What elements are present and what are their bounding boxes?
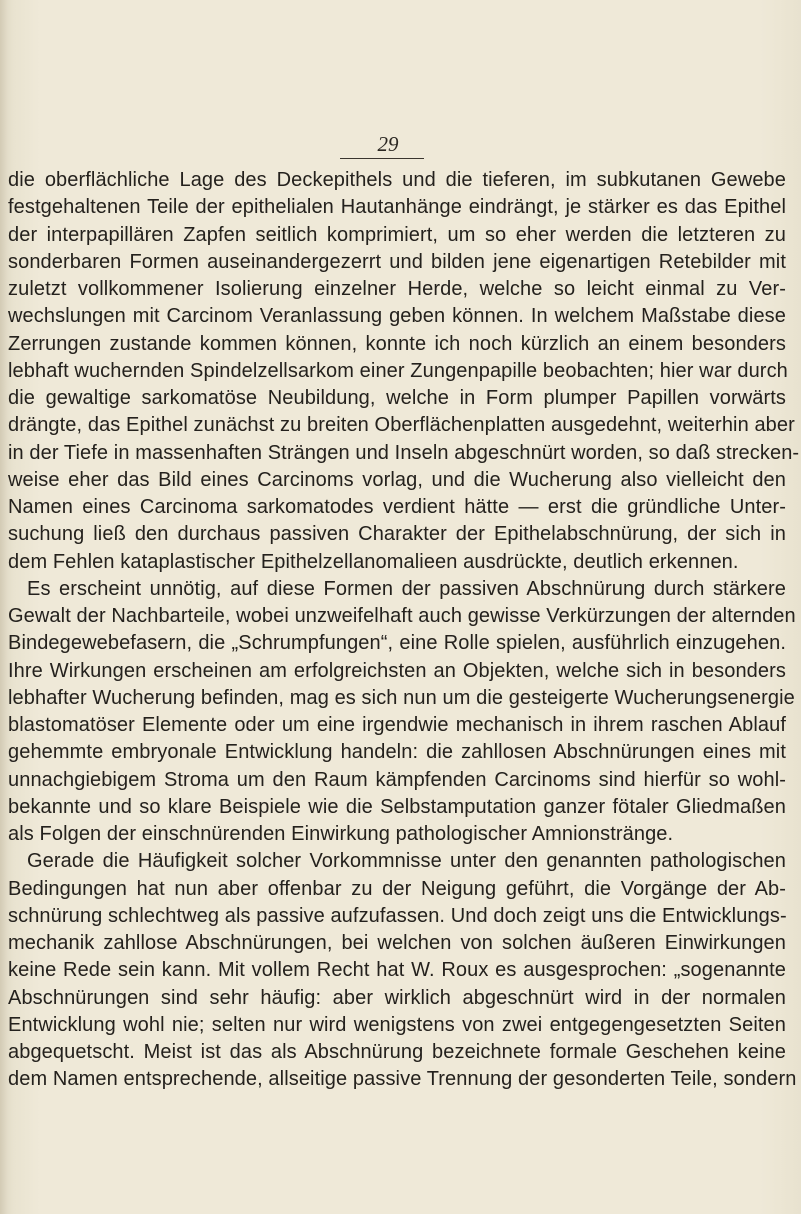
- text-line: dem Namen entsprechende, allseitige passive Trennung der gesonderten Teile, sondern: [8, 1068, 797, 1091]
- text-line: Ihre Wirkungen erscheinen am erfolgreichsten an Objekten, welche sich in besonders: [8, 659, 786, 682]
- text-line: Namen eines Carcinoma sarkomatodes verdient hätte — erst die gründliche Unter-: [8, 496, 786, 518]
- text-line: Abschnürungen sind sehr häufig: aber wirklich abgeschnürt wird in der normalen: [8, 986, 786, 1009]
- text-line: Es erscheint unnötig, auf diese Formen der passiven Abschnürung durch stärkere: [27, 577, 786, 600]
- text-line: festgehaltenen Teile der epithelialen Hautanhänge eindrängt, je stärker es das Epithel: [8, 196, 786, 219]
- text-line: Entwicklung wohl nie; selten nur wird wenigstens von zwei entgegengesetzten Seiten: [8, 1013, 786, 1036]
- text-line: bekannte und so klare Beispiele wie die Selbstamputation ganzer fötaler Gliedmaßen: [8, 795, 786, 818]
- text-line: blastomatöser Elemente oder um eine irgendwie mechanisch in ihrem raschen Ablauf: [8, 714, 786, 736]
- scan-edge: [0, 0, 8, 1214]
- page-number-underline: [340, 158, 424, 159]
- text-line: suchung ließ den durchaus passiven Charakter der Epithelabschnürung, der sich in: [8, 523, 786, 546]
- text-line: abgequetscht. Meist ist das als Abschnürung bezeichnete formale Geschehen keine: [8, 1041, 786, 1063]
- text-line: die oberflächliche Lage des Deckepithels und die tieferen, im subkutanen Gewebe: [8, 169, 786, 191]
- body-text: [8, 167, 800, 1094]
- text-line: wechslungen mit Carcinom Veranlassung geben können. In welchem Maßstabe diese: [8, 305, 786, 328]
- text-line: lebhafter Wucherung befinden, mag es sich nun um die gesteigerte Wucherungsenergie: [8, 686, 795, 709]
- text-line: keine Rede sein kann. Mit vollem Recht hat W. Roux es ausgesprochen: „sogenannte: [8, 959, 786, 982]
- text-line: Gewalt der Nachbarteile, wobei unzweifelhaft auch gewisse Verkürzungen der alternden: [8, 605, 796, 627]
- text-line: Bedingungen hat nun aber offenbar zu der Neigung geführt, die Vorgänge der Ab-: [8, 877, 786, 900]
- text-line: Bindegewebefasern, die „Schrumpfungen“, eine Rolle spielen, ausführlich einzugehen.: [8, 632, 786, 655]
- page-number: 29: [377, 132, 399, 156]
- text-line: drängte, das Epithel zunächst zu breiten Oberflächenplatten ausgedehnt, weiterhin aber: [8, 414, 795, 437]
- text-line: lebhaft wuchernden Spindelzellsarkom einer Zungenpapille beobachten; hier war durch: [8, 359, 788, 382]
- text-line: weise eher das Bild eines Carcinoms vorlag, und die Wucherung also vielleicht den: [8, 468, 786, 491]
- text-line: sonderbaren Formen auseinandergezerrt und bilden jene eigenartigen Retebilder mit: [8, 250, 786, 273]
- text-line: Gerade die Häufigkeit solcher Vorkommnisse unter den genannten pathologischen: [27, 850, 786, 873]
- text-line: gehemmte embryonale Entwicklung handeln: die zahllosen Abschnürungen eines mit: [8, 741, 786, 764]
- text-line: die gewaltige sarkomatöse Neubildung, welche in Form plumper Papillen vorwärts: [8, 387, 786, 409]
- text-line: als Folgen der einschnürenden Einwirkung pathologischer Amnionstränge.: [8, 823, 674, 845]
- text-line: der interpapillären Zapfen seitlich komprimiert, um so eher werden die letzteren zu: [8, 223, 786, 246]
- text-line: zuletzt vollkommener Isolierung einzelner Herde, welche so leicht einmal zu Ver-: [8, 278, 786, 300]
- text-line: mechanik zahllose Abschnürungen, bei welchen von solchen äußeren Einwirkungen: [8, 932, 786, 954]
- text-line: in der Tiefe in massenhaften Strängen und Inseln abgeschnürt worden, so daß strecken-: [8, 441, 800, 464]
- text-line: Zerrungen zustande kommen können, konnte ich noch kürzlich an einem besonders: [8, 332, 786, 355]
- text-line: schnürung schlechtweg als passive aufzufassen. Und doch zeigt uns die Entwicklungs-: [8, 904, 787, 927]
- text-line: dem Fehlen kataplastischer Epithelzellanomalieen ausdrückte, deutlich erkennen.: [8, 550, 739, 573]
- text-line: unnachgiebigem Stroma um den Raum kämpfenden Carcinoms sind hierfür so wohl-: [8, 768, 786, 791]
